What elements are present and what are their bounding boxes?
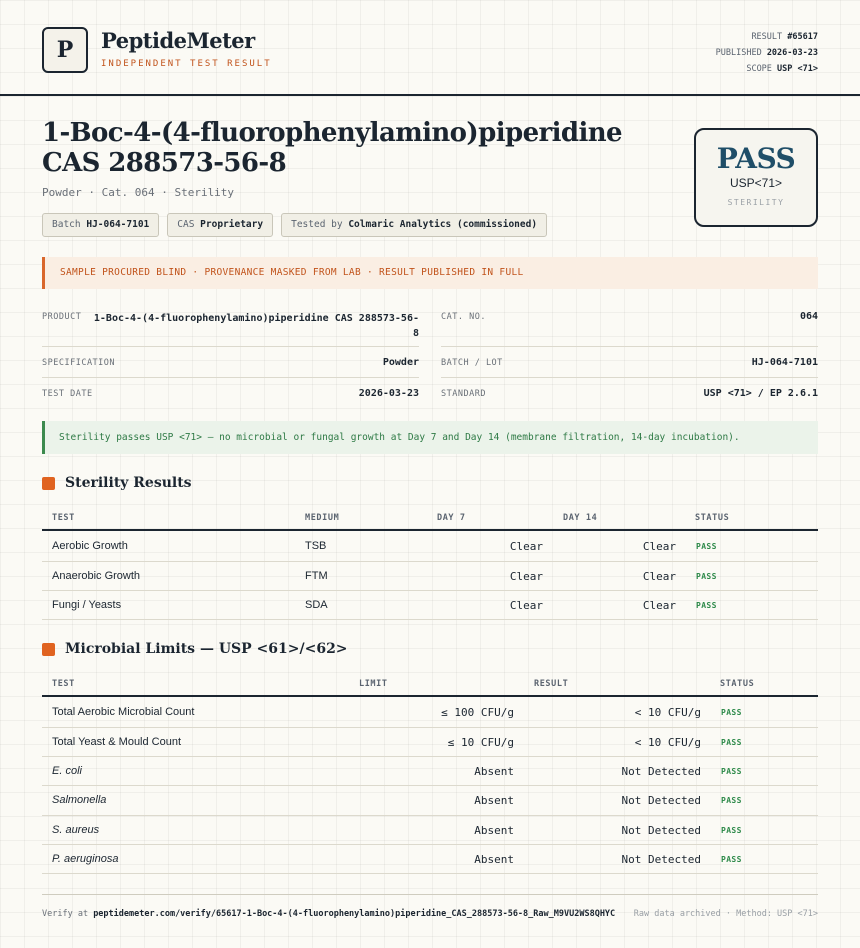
test-name: Total Aerobic Microbial Count — [52, 706, 195, 718]
verdict-caption: STERILITY — [727, 198, 785, 207]
cas-chip — [167, 213, 273, 237]
status-badge: PASS — [696, 601, 717, 610]
result-value: Not Detected — [621, 765, 701, 778]
day7-result: Clear — [509, 599, 543, 612]
status-badge: PASS — [721, 855, 742, 864]
section-marker-icon — [42, 477, 55, 490]
result-value: Not Detected — [621, 853, 701, 866]
header-divider — [0, 94, 860, 96]
col-header-test: TEST — [52, 513, 75, 523]
tested-by-chip — [281, 213, 547, 237]
test-name: Aerobic Growth — [52, 540, 128, 552]
status-badge: PASS — [696, 572, 717, 581]
result-value: Not Detected — [621, 824, 701, 837]
test-name: P. aeruginosa — [52, 853, 119, 865]
verdict-word: PASS — [716, 142, 796, 175]
test-name: E. coli — [52, 765, 82, 777]
status-badge: PASS — [721, 796, 742, 805]
date-value: 2026-03-23 — [358, 388, 419, 399]
status-badge: PASS — [696, 542, 717, 551]
standard-value: USP <71> / EP 2.6.1 — [703, 388, 818, 399]
chip-label: Tested by — [291, 219, 343, 230]
section-marker-icon — [42, 643, 55, 656]
report-header — [42, 27, 818, 87]
medium: SDA — [305, 599, 328, 611]
day14-result: Clear — [642, 540, 676, 553]
limit-value: ≤ 100 CFU/g — [441, 706, 514, 719]
info-divider — [441, 377, 818, 378]
microbial-section-title — [42, 641, 348, 657]
test-name: Salmonella — [52, 794, 107, 806]
chip-label: Batch — [52, 219, 81, 230]
chip-value: HJ-064-7101 — [86, 219, 150, 230]
table-header-rule — [42, 695, 818, 697]
archive-note: Raw data archived · Method: USP <71> — [633, 909, 818, 919]
page-title: 1-Boc-4-(4-fluorophenylamino)piperidine CAS 288573-56-8 — [42, 118, 622, 178]
section-title-text: Sterility Results — [65, 475, 192, 491]
test-name: Fungi / Yeasts — [52, 599, 122, 611]
cat-label: CAT. NO. — [441, 312, 486, 322]
batch-value: HJ-064-7101 — [751, 357, 818, 368]
blind-sample-notice: SAMPLE PROCURED BLIND · PROVENANCE MASKED FROM LAB · RESULT PUBLISHED IN FULL — [42, 257, 818, 289]
col-header-day7: DAY 7 — [437, 513, 466, 523]
batch-chip — [42, 213, 159, 237]
scope-label: SCOPE — [746, 64, 772, 74]
row-divider — [42, 590, 818, 591]
row-divider — [42, 727, 818, 728]
limit-value: Absent — [474, 824, 514, 837]
result-value: < 10 CFU/g — [634, 736, 701, 749]
day7-result: Clear — [509, 540, 543, 553]
scope-value: USP <71> — [777, 64, 818, 74]
chip-label: CAS — [177, 219, 195, 230]
day14-result: Clear — [642, 570, 676, 583]
verify-line — [42, 909, 615, 919]
verify-link[interactable]: peptidemeter.com/verify/65617-1-Boc-4-(4-fluorophenylamino)piperidine_CAS_288573-56-8_Raw_M9VU2WS8QHYC — [93, 909, 616, 919]
table-header-rule — [42, 529, 818, 531]
col-header-status: STATUS — [695, 513, 730, 523]
section-title-text: Microbial Limits — USP <61>/<62> — [65, 641, 348, 657]
chip-value: Proprietary — [200, 219, 264, 230]
row-divider — [42, 785, 818, 786]
row-divider — [42, 619, 818, 620]
status-badge: PASS — [721, 708, 742, 717]
limit-value: ≤ 10 CFU/g — [447, 736, 514, 749]
chip-value: Colmaric Analytics (commissioned) — [348, 219, 538, 230]
summary-banner: Sterility passes USP <71> — no microbial or fungal growth at Day 7 and Day 14 (membrane filtration, 14-day incubation). — [42, 421, 818, 454]
verify-prefix: Verify at — [42, 909, 89, 919]
brand-tagline: INDEPENDENT TEST RESULT — [101, 59, 272, 69]
limit-value: Absent — [474, 765, 514, 778]
row-divider — [42, 873, 818, 874]
status-badge: PASS — [721, 826, 742, 835]
product-value — [90, 311, 419, 341]
col-header-result: RESULT — [534, 679, 569, 689]
result-value: Not Detected — [621, 794, 701, 807]
result-meta — [716, 29, 818, 77]
result-label: RESULT — [751, 32, 783, 42]
standard-label: STANDARD — [441, 389, 486, 399]
published-label: PUBLISHED — [715, 48, 762, 58]
published-date: 2026-03-23 — [766, 48, 818, 58]
result-number: #65617 — [787, 32, 818, 42]
limit-value: Absent — [474, 853, 514, 866]
spec-value: Powder — [382, 357, 419, 368]
brand-name[interactable]: PeptideMeter — [101, 28, 255, 53]
limit-value: Absent — [474, 794, 514, 807]
day7-result: Clear — [509, 570, 543, 583]
product-chips — [42, 213, 547, 237]
info-divider — [42, 346, 419, 347]
logo-letter: P — [56, 37, 74, 63]
medium: FTM — [305, 570, 328, 582]
product-subtitle: Powder · Cat. 064 · Sterility — [42, 186, 235, 199]
sterility-section-title — [42, 475, 192, 491]
result-value: < 10 CFU/g — [634, 706, 701, 719]
verdict-standard: USP<71> — [729, 176, 783, 190]
cat-value: 064 — [799, 311, 818, 322]
date-label: TEST DATE — [42, 389, 93, 399]
product-label: PRODUCT — [42, 312, 82, 322]
col-header-limit: LIMIT — [359, 679, 388, 689]
spec-label: SPECIFICATION — [42, 358, 116, 368]
day14-result: Clear — [642, 599, 676, 612]
row-divider — [42, 561, 818, 562]
verdict-badge — [694, 128, 818, 227]
test-name: Anaerobic Growth — [52, 570, 141, 582]
test-name: S. aureus — [52, 824, 100, 836]
status-badge: PASS — [721, 738, 742, 747]
footer-divider — [42, 894, 818, 895]
status-badge: PASS — [721, 767, 742, 776]
col-header-status: STATUS — [720, 679, 755, 689]
test-name: Total Yeast & Mould Count — [52, 736, 182, 748]
brand-logo[interactable] — [42, 27, 88, 73]
info-divider — [42, 377, 419, 378]
row-divider — [42, 815, 818, 816]
product-value-line: 8 — [412, 328, 419, 339]
col-header-day14: DAY 14 — [563, 513, 598, 523]
row-divider — [42, 844, 818, 845]
col-header-medium: MEDIUM — [305, 513, 340, 523]
row-divider — [42, 756, 818, 757]
col-header-test: TEST — [52, 679, 75, 689]
batch-label: BATCH / LOT — [441, 358, 503, 368]
medium: TSB — [305, 540, 327, 552]
product-value-line: 1-Boc-4-(4-fluorophenylamino)piperidine CAS 288573-56- — [93, 313, 419, 324]
info-divider — [441, 346, 818, 347]
